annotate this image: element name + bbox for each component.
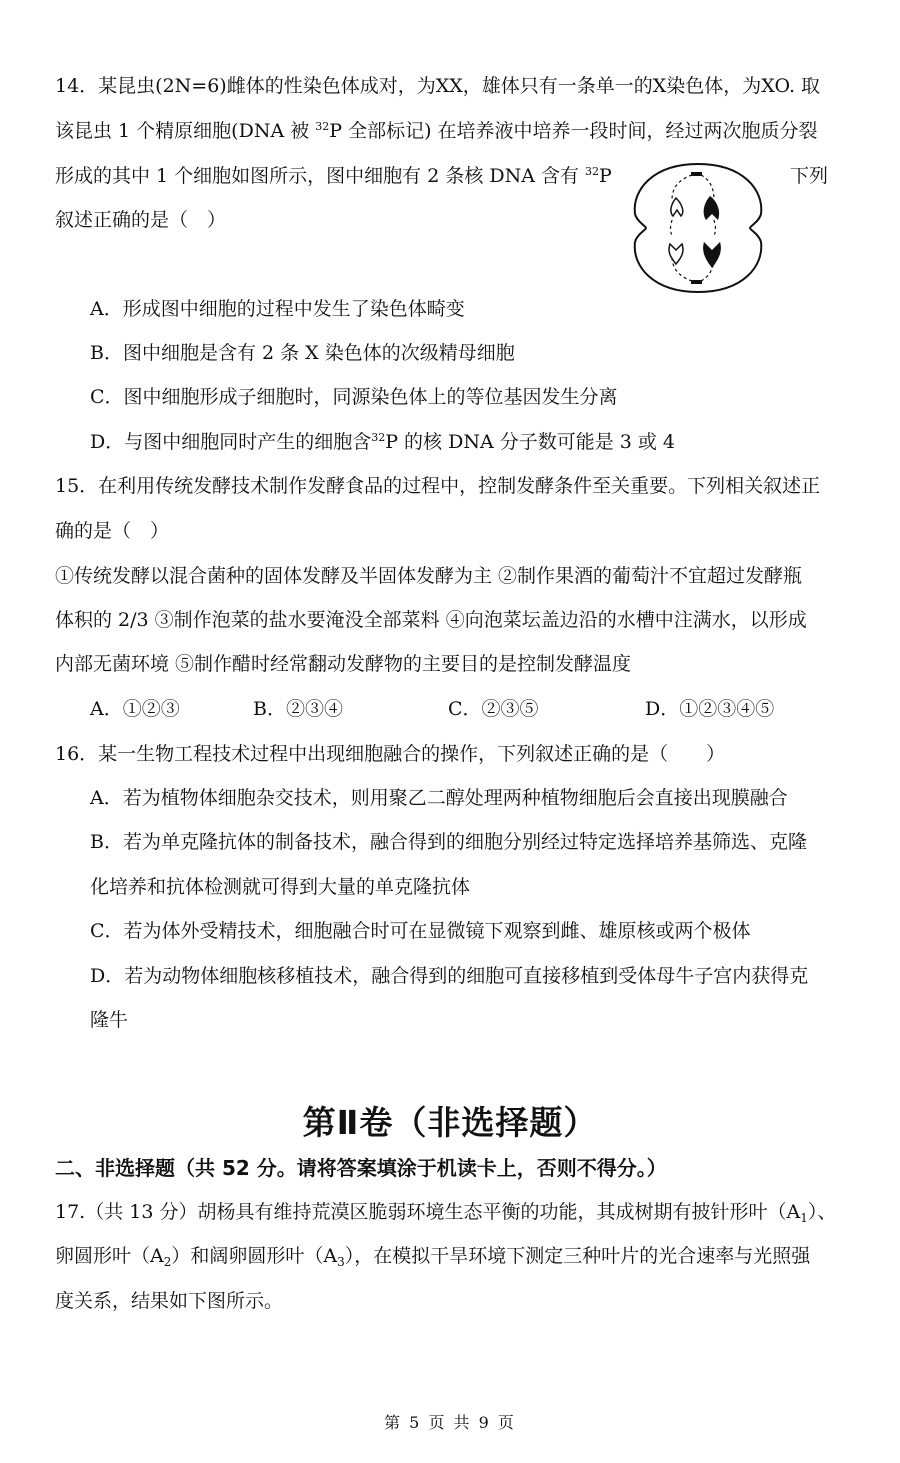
chromosome-upper-right bbox=[704, 196, 719, 220]
q14-option-d: D．与图中细胞同时产生的细胞含$^{32}$P 的核 DNA 分子数可能是 3 或 4 bbox=[90, 431, 676, 453]
q15-option-a: A．①②③ bbox=[90, 698, 180, 720]
q16-option-a: A．若为植物体细胞杂交技术，则用聚乙二醇处理两种植物细胞后会直接出现膜融合 bbox=[90, 787, 788, 809]
chromosome-lower-left bbox=[669, 244, 683, 264]
q17-line-1: 17.（共 13 分）胡杨具有维持荒漠区脆弱环境生态平衡的功能，其成树期有披针形叶$(A_1)$、 bbox=[55, 1201, 837, 1225]
q14-line-1: 14．某昆虫(2N=6)雌体的性染色体成对，为XX，雄体只有一条单一的X染色体，为XO. 取 bbox=[55, 75, 821, 97]
centrosome-bottom bbox=[691, 280, 702, 284]
section-subtitle: 二、非选择题（共 52 分。请将答案填涂于机读卡上，否则不得分。） bbox=[55, 1156, 667, 1180]
q15-line-5: 内部无菌环境 ⑤制作醋时经常翻动发酵物的主要目的是控制发酵温度 bbox=[55, 653, 632, 675]
centrosome-top bbox=[691, 172, 702, 176]
q14-line-4: 叙述正确的是（ ） bbox=[55, 209, 227, 231]
q14-line-2: 该昆虫 1 个精原细胞(DNA 被 $^{32}$P 全部标记) 在培养液中培养一段时间，经过两次胞质分裂 bbox=[55, 120, 818, 142]
chromosome-lower-right bbox=[703, 242, 721, 268]
q15-line-2: 确的是（ ） bbox=[55, 520, 170, 542]
section-title: 第Ⅱ卷（非选择题） bbox=[302, 1103, 598, 1142]
cell-membrane bbox=[635, 164, 762, 292]
q16-option-b-line-2: 化培养和抗体检测就可得到大量的单克隆抗体 bbox=[90, 876, 471, 898]
q16-option-c: C．若为体外受精技术，细胞融合时可在显微镜下观察到雌、雄原核或两个极体 bbox=[90, 920, 751, 942]
q15-line-1: 15．在利用传统发酵技术制作发酵食品的过程中，控制发酵条件至关重要。下列相关叙述正 bbox=[55, 475, 821, 497]
q16-line-1: 16．某一生物工程技术过程中出现细胞融合的操作，下列叙述正确的是（ ） bbox=[55, 743, 726, 765]
page-footer: 第 5 页 共 9 页 bbox=[384, 1413, 516, 1432]
cell-division-figure bbox=[628, 160, 768, 296]
q15-line-4: 体积的 2/3 ③制作泡菜的盐水要淹没全部菜料 ④向泡菜坛盖边沿的水槽中注满水，以形成 bbox=[55, 609, 807, 631]
q14-line-3-tail: 下列 bbox=[790, 165, 829, 187]
q15-line-3: ①传统发酵以混合菌种的固体发酵及半固体发酵为主 ②制作果酒的葡萄汁不宜超过发酵瓶 bbox=[55, 565, 803, 587]
q14-option-a: A．形成图中细胞的过程中发生了染色体畸变 bbox=[90, 298, 465, 320]
q16-option-d-line-1: D．若为动物体细胞核移植技术，融合得到的细胞可直接移植到受体母牛子宫内获得克 bbox=[90, 965, 809, 987]
q14-option-b: B．图中细胞是含有 2 条 X 染色体的次级精母细胞 bbox=[90, 342, 515, 364]
chromosome-upper-left bbox=[671, 198, 683, 216]
q15-option-b: B．②③④ bbox=[253, 698, 343, 720]
q14-line-3: 形成的其中 1 个细胞如图所示，图中细胞有 2 条核 DNA 含有 $^{32}$P bbox=[55, 165, 612, 187]
q17-line-2: 卵圆形叶$(A_2)$和阔卵圆形叶$(A_3)$，在模拟干旱环境下测定三种叶片的光合速率与光照强 bbox=[55, 1245, 811, 1269]
q15-option-d: D．①②③④⑤ bbox=[645, 698, 775, 720]
q15-option-c: C．②③⑤ bbox=[448, 698, 539, 720]
q16-option-d-line-2: 隆牛 bbox=[90, 1009, 129, 1031]
q17-line-3: 度关系，结果如下图所示。 bbox=[55, 1290, 284, 1312]
q16-option-b-line-1: B．若为单克隆抗体的制备技术，融合得到的细胞分别经过特定选择培养基筛选、克隆 bbox=[90, 831, 807, 853]
q14-option-c: C．图中细胞形成子细胞时，同源染色体上的等位基因发生分离 bbox=[90, 386, 618, 408]
